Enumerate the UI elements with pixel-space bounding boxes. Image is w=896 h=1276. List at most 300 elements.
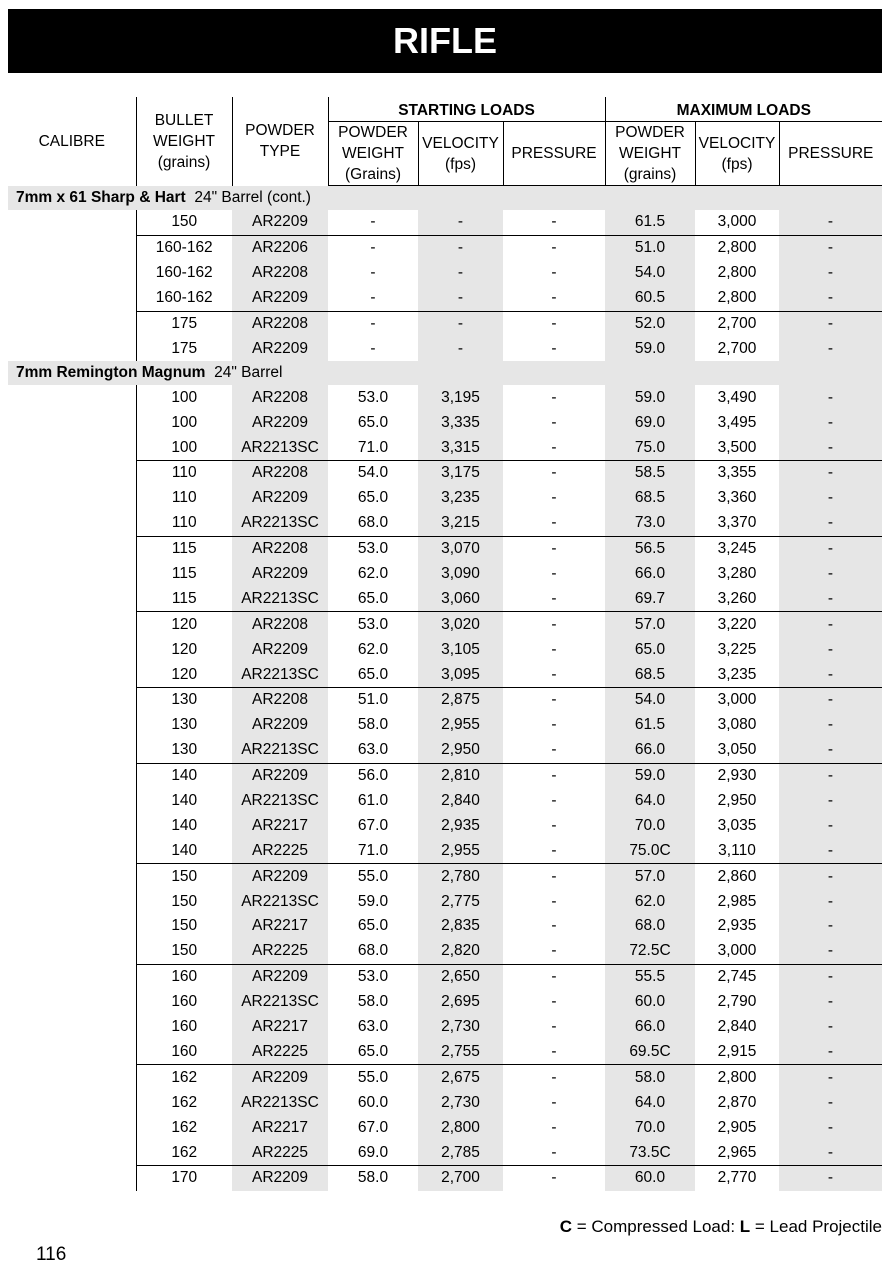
max-powder-weight-cell: 68.5 [605,662,695,687]
powder-type-cell: AR2225 [232,1040,328,1065]
start-velocity-cell: - [418,311,503,336]
max-velocity-cell: 3,370 [717,514,757,532]
powder-type-cell: AR2225 [232,838,328,863]
start-pressure-cell: - [551,993,557,1011]
start-velocity-cell: 2,695 [418,990,503,1015]
bullet-weight-cell: 170 [136,1165,232,1190]
calibre-cell [8,410,136,435]
powder-type-cell: AR2208 [232,612,328,637]
section-header [8,361,882,385]
powder-type-cell: AR2209 [232,864,328,889]
max-velocity-cell: 2,800 [695,1065,779,1090]
powder-type-cell: AR2209 [232,1165,328,1190]
max-velocity-cell: 3,050 [717,741,757,759]
page-title: RIFLE [8,9,882,73]
load-data-table [8,97,882,1191]
bullet-weight-cell: 150 [136,939,232,964]
start-velocity-cell: 3,315 [418,435,503,460]
table-row [8,336,882,361]
max-powder-weight-cell: 61.5 [605,210,695,235]
max-powder-weight-cell: 59.0 [605,763,695,788]
page-number: 116 [36,1244,67,1265]
bullet-weight-cell: 160 [136,964,232,989]
start-velocity-cell: - [418,286,503,311]
max-powder-weight-cell: 69.7 [605,586,695,611]
section-calibre: 7mm x 61 Sharp & Hart [16,189,186,206]
max-powder-weight-cell: 62.0 [605,889,695,914]
max-velocity-header: VELOCITY (fps) [695,122,779,186]
table-row [8,311,882,336]
calibre-cell [8,662,136,687]
table-row [8,914,882,939]
powder-type-cell: AR2213SC [232,789,328,814]
start-powder-weight-cell: 54.0 [328,461,418,486]
start-pressure-cell: - [551,264,557,282]
section-calibre: 7mm Remington Magnum [16,364,206,382]
table-row [8,939,882,964]
max-pressure-cell: - [779,1040,882,1065]
start-pressure-cell: - [503,763,605,788]
powder-type-cell: AR2209 [232,1065,328,1090]
start-velocity-cell: 2,955 [418,713,503,738]
max-velocity-cell: 2,700 [695,311,779,336]
table-row [8,838,882,863]
powder-type-cell: AR2208 [232,461,328,486]
max-pressure-cell: - [779,385,882,410]
max-powder-weight-cell: 69.5C [605,1040,695,1065]
start-powder-weight-cell: 68.0 [357,514,389,532]
start-pressure-cell: - [551,841,557,859]
calibre-cell [8,838,136,863]
bullet-weight-cell: 120 [136,662,232,687]
calibre-cell [8,461,136,486]
max-powder-weight-cell: 60.5 [605,286,695,311]
bullet-weight-cell: 160-162 [136,235,232,260]
bullet-weight-cell: 175 [136,336,232,361]
powder-type-cell: AR2209 [232,964,328,989]
max-powder-weight-cell: 66.0 [605,562,695,587]
powder-type-cell: AR2217 [232,1115,328,1140]
bullet-weight-cell: 110 [136,511,232,536]
footnote: C = Compressed Load: L = Lead Projectile [559,1217,882,1236]
maximum-loads-header: MAXIMUM LOADS [605,97,882,122]
start-velocity-cell: 2,800 [418,1115,503,1140]
max-pressure-cell: - [779,311,882,336]
table-row [8,235,882,260]
start-velocity-cell: 3,020 [418,612,503,637]
max-powder-weight-cell: 54.0 [605,261,695,286]
bullet-weight-cell: 100 [136,385,232,410]
max-pressure-cell: - [779,336,882,361]
powder-type-cell: AR2209 [232,210,328,235]
powder-type-cell: AR2208 [232,385,328,410]
calibre-cell [8,385,136,410]
powder-type-cell: AR2225 [232,939,328,964]
start-pressure-cell: - [551,489,557,507]
start-pressure-cell: - [503,1165,605,1190]
max-powder-weight-cell: 75.0 [605,435,695,460]
section-barrel: 24" Barrel (cont.) [194,189,311,206]
start-pressure-cell: - [551,1143,557,1161]
max-pressure-cell: - [779,1165,882,1190]
bullet-weight-cell: 150 [136,864,232,889]
section-barrel: 24" Barrel [214,364,283,382]
max-pressure-cell: - [779,838,882,863]
table-row [8,536,882,561]
calibre-cell [8,286,136,311]
start-velocity-cell: 2,675 [418,1065,503,1090]
start-powder-weight-cell: 65.0 [357,1042,389,1060]
table-row [8,662,882,687]
table-row [8,562,882,587]
bullet-weight-cell: 115 [136,586,232,611]
max-pressure-cell: - [779,410,882,435]
table-row [8,286,882,311]
table-row [8,789,882,814]
start-velocity-cell: 2,785 [418,1140,503,1165]
table-row [8,1015,882,1040]
powder-type-cell: AR2208 [232,311,328,336]
max-powder-weight-cell: 66.0 [605,1015,695,1040]
table-row [8,261,882,286]
max-velocity-cell: 2,840 [717,1018,757,1036]
start-powder-weight-cell: 62.0 [357,640,389,658]
start-pressure-cell: - [551,665,557,683]
powder-type-cell: AR2217 [232,813,328,838]
max-powder-weight-cell: 57.0 [605,864,695,889]
start-pressure-cell: - [551,716,557,734]
calibre-cell [8,789,136,814]
start-powder-weight-cell: 65.0 [357,917,389,935]
starting-loads-header: STARTING LOADS [328,97,605,122]
calibre-cell [8,1065,136,1090]
max-pressure-cell: - [779,562,882,587]
table-row [8,612,882,637]
calibre-cell [8,1015,136,1040]
table-row [8,1065,882,1090]
start-pressure-cell: - [551,413,557,431]
max-velocity-cell: 3,280 [717,565,757,583]
max-powder-weight-cell: 51.0 [605,235,695,260]
max-powder-weight-cell: 68.5 [605,486,695,511]
max-pressure-cell: - [779,964,882,989]
start-velocity-header: VELOCITY (fps) [418,122,503,186]
section-header-row [8,361,882,385]
max-pressure-cell: - [779,688,882,713]
table-row [8,688,882,713]
start-pressure-cell: - [503,235,605,260]
start-velocity-cell: 3,195 [418,385,503,410]
start-powder-weight-cell: 71.0 [357,438,389,456]
start-pressure-cell: - [551,565,557,583]
max-pressure-cell: - [779,864,882,889]
calibre-cell [8,990,136,1015]
max-pressure-cell: - [779,1090,882,1115]
max-pressure-cell: - [779,939,882,964]
section-header [8,186,882,211]
calibre-cell [8,889,136,914]
max-powder-weight-cell: 70.0 [605,1115,695,1140]
max-pressure-cell: - [779,1015,882,1040]
max-powder-weight-cell: 59.0 [605,336,695,361]
max-powder-weight-cell: 75.0C [605,838,695,863]
calibre-cell [8,612,136,637]
start-velocity-cell: 2,935 [418,813,503,838]
start-powder-weight-cell: 51.0 [328,688,418,713]
table-row [8,385,882,410]
max-pressure-cell: - [779,914,882,939]
start-velocity-cell: 2,730 [418,1090,503,1115]
table-row [8,410,882,435]
max-powder-weight-cell: 65.0 [605,637,695,662]
bullet-weight-cell: 162 [136,1090,232,1115]
start-velocity-cell: 2,840 [418,789,503,814]
start-powder-weight-cell: - [328,311,418,336]
max-velocity-cell: 2,985 [717,892,757,910]
powder-type-cell: AR2225 [232,1140,328,1165]
bullet-weight-cell: 150 [136,889,232,914]
calibre-cell [8,311,136,336]
start-pressure-cell: - [551,917,557,935]
start-pressure-cell: - [551,792,557,810]
max-velocity-cell: 3,490 [717,388,757,406]
calibre-cell [8,1040,136,1065]
start-velocity-cell: 2,730 [418,1015,503,1040]
max-powder-weight-cell: 60.0 [605,1165,695,1190]
max-velocity-cell: 3,225 [717,640,757,658]
start-velocity-cell: - [418,336,503,361]
max-powder-weight-cell: 58.5 [605,461,695,486]
max-powder-weight-cell: 58.0 [605,1065,695,1090]
max-velocity-cell: 3,495 [717,413,757,431]
max-powder-weight-cell: 66.0 [605,738,695,763]
start-velocity-cell: 3,335 [418,410,503,435]
start-powder-weight-cell: 63.0 [357,1018,389,1036]
start-powder-weight-cell: 60.0 [357,1093,389,1111]
max-powder-weight-cell: 61.5 [605,713,695,738]
powder-type-cell: AR2213SC [232,662,328,687]
start-powder-weight-cell: 55.0 [328,1065,418,1090]
start-pressure-cell: - [551,1042,557,1060]
max-velocity-cell: 2,790 [717,993,757,1011]
bullet-weight-cell: 100 [136,435,232,460]
max-velocity-cell: 2,965 [717,1143,757,1161]
start-velocity-cell: 3,060 [418,586,503,611]
start-powder-weight-cell: 69.0 [357,1143,389,1161]
start-pressure-cell: - [503,688,605,713]
bullet-weight-cell: 120 [136,637,232,662]
powder-type-cell: AR2213SC [232,511,328,536]
max-velocity-cell: 3,355 [695,461,779,486]
calibre-cell [8,1165,136,1190]
start-pressure-cell: - [551,816,557,834]
start-pressure-header: PRESSURE [503,122,605,186]
table-row [8,486,882,511]
calibre-cell [8,1115,136,1140]
calibre-cell [8,688,136,713]
start-powder-weight-cell: 61.0 [357,792,389,810]
start-velocity-cell: 3,090 [418,562,503,587]
start-velocity-cell: 3,215 [418,511,503,536]
start-pressure-cell: - [503,964,605,989]
max-velocity-cell: 2,745 [695,964,779,989]
powder-type-cell: AR2208 [232,536,328,561]
max-powder-weight-cell: 59.0 [605,385,695,410]
bullet-weight-cell: 162 [136,1115,232,1140]
calibre-cell [8,336,136,361]
bullet-weight-cell: 160-162 [136,261,232,286]
bullet-weight-cell: 150 [136,914,232,939]
max-pressure-cell: - [779,435,882,460]
start-velocity-cell: 3,070 [418,536,503,561]
max-velocity-cell: 3,110 [718,841,756,859]
max-velocity-cell: 2,800 [717,289,757,307]
start-powder-weight-cell: - [328,235,418,260]
max-velocity-cell: 2,870 [717,1093,757,1111]
table-row [8,210,882,235]
calibre-cell [8,763,136,788]
start-velocity-cell: 3,105 [418,637,503,662]
max-velocity-cell: 3,245 [695,536,779,561]
max-velocity-cell: 3,235 [717,665,757,683]
bullet-weight-cell: 115 [136,562,232,587]
start-velocity-cell: - [418,210,503,235]
max-velocity-cell: 2,700 [717,339,757,357]
start-powder-weight-cell: - [370,213,376,231]
table-row [8,435,882,460]
max-powder-weight-cell: 73.5C [605,1140,695,1165]
calibre-cell [8,964,136,989]
max-velocity-cell: 2,800 [695,235,779,260]
start-pressure-cell: - [551,741,557,759]
max-pressure-cell: - [779,486,882,511]
start-pressure-cell: - [503,536,605,561]
max-velocity-cell: 3,000 [717,213,757,231]
max-pressure-cell: - [779,1115,882,1140]
calibre-cell [8,637,136,662]
max-powder-weight-cell: 64.0 [605,1090,695,1115]
start-pressure-cell: - [551,339,557,357]
calibre-cell [8,914,136,939]
bullet-weight-cell: 130 [136,688,232,713]
powder-type-header: POWDER TYPE [232,97,328,186]
start-powder-weight-cell: 71.0 [357,841,389,859]
start-pressure-cell: - [551,1018,557,1036]
powder-type-cell: AR2213SC [232,990,328,1015]
table-row [8,1140,882,1165]
max-powder-weight-cell: 70.0 [605,813,695,838]
start-powder-weight-cell: 65.0 [357,589,389,607]
max-powder-weight-cell: 73.0 [605,511,695,536]
start-velocity-cell: 2,955 [418,838,503,863]
max-velocity-cell: 3,260 [717,589,757,607]
start-velocity-cell: 2,780 [418,864,503,889]
max-velocity-cell: 3,035 [717,816,757,834]
start-powder-weight-cell: - [370,264,376,282]
start-velocity-cell: 3,235 [418,486,503,511]
bullet-weight-cell: 110 [136,461,232,486]
calibre-header: CALIBRE [38,132,105,150]
start-powder-weight-cell: 58.0 [357,716,389,734]
max-pressure-cell: - [779,235,882,260]
start-powder-weight-cell: 53.0 [328,536,418,561]
start-powder-weight-cell: 59.0 [357,892,389,910]
bullet-weight-cell: 115 [136,536,232,561]
table-row [8,864,882,889]
bullet-weight-cell: 140 [136,789,232,814]
bullet-weight-cell: 162 [136,1065,232,1090]
start-powder-weight-cell: 53.0 [328,964,418,989]
start-velocity-cell: - [418,235,503,260]
calibre-cell [8,235,136,260]
table-row [8,990,882,1015]
start-powder-weight-cell: 58.0 [357,993,389,1011]
start-velocity-cell: 2,875 [418,688,503,713]
max-pressure-cell: - [779,789,882,814]
calibre-cell [8,435,136,460]
calibre-cell [8,1090,136,1115]
powder-type-cell: AR2209 [232,637,328,662]
start-velocity-cell: 2,650 [418,964,503,989]
calibre-cell [8,939,136,964]
start-velocity-cell: 2,810 [418,763,503,788]
max-pressure-cell: - [779,662,882,687]
start-velocity-cell: 2,950 [418,738,503,763]
table-row [8,461,882,486]
start-pressure-cell: - [551,1118,557,1136]
max-pressure-cell: - [779,286,882,311]
start-velocity-cell: 2,820 [418,939,503,964]
table-row [8,713,882,738]
bullet-weight-cell: 110 [136,486,232,511]
powder-type-cell: AR2206 [232,235,328,260]
start-pressure-cell: - [551,388,557,406]
start-powder-weight-cell: 65.0 [357,665,389,683]
max-velocity-cell: 2,770 [695,1165,779,1190]
start-velocity-cell: 3,095 [418,662,503,687]
max-pressure-cell: - [779,586,882,611]
max-powder-weight-cell: 55.5 [605,964,695,989]
max-pressure-cell: - [779,763,882,788]
max-pressure-cell: - [779,738,882,763]
max-powder-weight-header: POWDER WEIGHT (grains) [605,122,695,186]
table-row [8,1090,882,1115]
powder-type-cell: AR2208 [232,261,328,286]
bullet-weight-cell: 100 [136,410,232,435]
calibre-cell [8,738,136,763]
calibre-cell [8,813,136,838]
start-powder-weight-cell: 56.0 [328,763,418,788]
start-pressure-cell: - [503,311,605,336]
start-powder-weight-cell: 65.0 [357,489,389,507]
start-pressure-cell: - [503,864,605,889]
max-pressure-header: PRESSURE [779,122,882,186]
start-pressure-cell: - [551,589,557,607]
start-pressure-cell: - [503,1065,605,1090]
max-powder-weight-cell: 60.0 [605,990,695,1015]
bullet-weight-cell: 162 [136,1140,232,1165]
start-pressure-cell: - [503,612,605,637]
calibre-cell [8,511,136,536]
start-powder-weight-cell: 55.0 [328,864,418,889]
start-pressure-cell: - [551,892,557,910]
start-powder-weight-cell: 67.0 [357,1118,389,1136]
powder-type-cell: AR2209 [232,486,328,511]
table-row [8,637,882,662]
start-powder-weight-cell: 53.0 [328,612,418,637]
start-velocity-cell: 2,700 [418,1165,503,1190]
start-velocity-cell: 3,175 [418,461,503,486]
